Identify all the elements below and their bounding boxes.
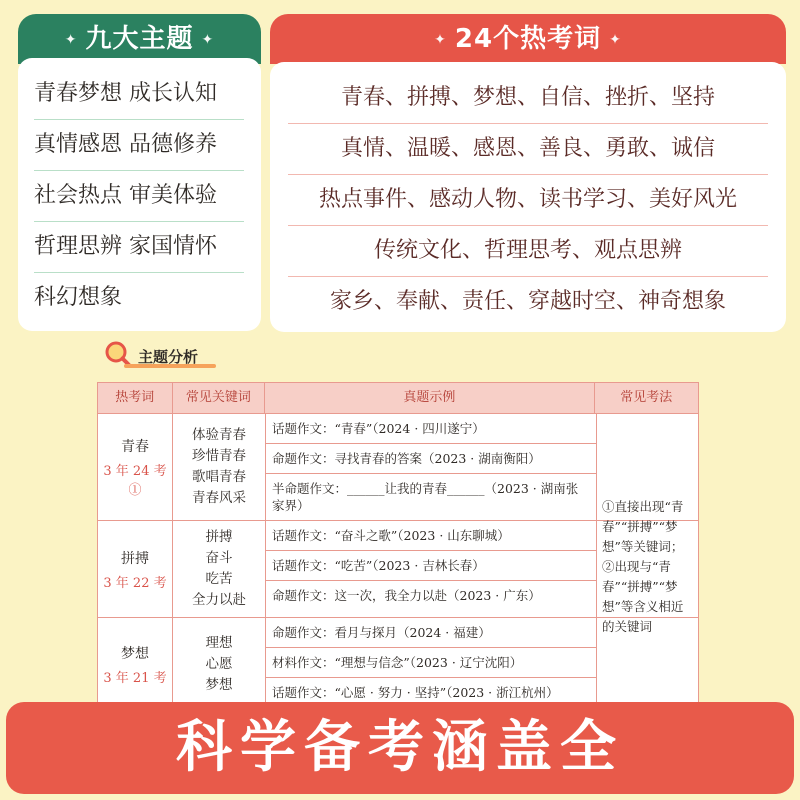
example: 话题作文：“心愿 · 努力 · 坚持”（2023 · 浙江杭州）: [272, 685, 559, 700]
examples-cell: [266, 521, 597, 617]
sparkle-icon: ✦: [64, 31, 78, 48]
example: 话题作文：“奋斗之歌”（2023 · 山东聊城）: [266, 521, 596, 551]
keyword: 理想: [205, 634, 233, 651]
keyword: 拼搏: [205, 529, 233, 545]
example: 命题作文：寻找青春的答案（2023 · 湖南衡阳）: [266, 444, 596, 474]
table-header: [98, 383, 698, 413]
exam-count: 3 年 21 考: [103, 670, 167, 686]
hot-words-title: 24个热考词: [454, 24, 602, 54]
hot-word-row: 热点事件、感动人物、读书学习、美好风光: [288, 174, 768, 226]
hot-word-row: 真情、温暖、感恩、善良、勇敢、诚信: [288, 123, 768, 175]
theme-row: 科幻想象: [34, 285, 123, 310]
theme-row: 真情感恩 品德修养: [34, 119, 244, 171]
themes-header: [18, 14, 261, 64]
hot-word-row: 传统文化、哲理思考、观点思辨: [288, 225, 768, 277]
exam-method-cell: ①直接出现“青春”“拼搏”“梦想”等关键词；②出现与“青春”“拼搏”“梦想”等含义相近的关键词: [602, 499, 684, 634]
exam-count: 3 年 24 考①: [103, 464, 167, 498]
hot-word-cell: [98, 521, 173, 617]
bottom-banner: 科学备考涵盖全: [6, 702, 794, 794]
example: 命题作文：这一次，我全力以赴（2023 · 广东）: [272, 588, 541, 603]
example: 话题作文：“青春”（2024 · 四川遂宁）: [266, 414, 596, 444]
theme-row: 哲理思辨 家国情怀: [34, 221, 244, 273]
keyword: 奋斗: [205, 550, 233, 566]
example: 半命题作文：______让我的青春______（2023 · 湖南张家界）: [272, 481, 579, 513]
theme-row: 青春梦想 成长认知: [34, 68, 244, 120]
table-body: [98, 413, 698, 710]
keywords-cell: [173, 618, 266, 710]
keywords-cell: [173, 414, 266, 520]
hot-word-row: 家乡、奉献、责任、穿越时空、神奇想象: [329, 289, 726, 314]
keyword: 梦想: [205, 676, 233, 693]
sparkle-icon: ✦: [609, 31, 622, 48]
header-cell: 常见关键词: [173, 383, 266, 413]
example: 话题作文：“吃苦”（2023 · 吉林长春）: [266, 551, 596, 581]
hot-word-row: 青春、拼搏、梦想、自信、挫折、坚持: [288, 72, 768, 124]
theme-row: 社会热点 审美体验: [34, 170, 244, 222]
sparkle-icon: ✦: [434, 31, 447, 48]
hot-word-cell: [98, 618, 173, 710]
header-cell: 真题示例: [265, 383, 594, 413]
keywords-cell: [173, 521, 266, 617]
keyword: 心愿: [205, 655, 233, 672]
keyword: 青春风采: [192, 490, 246, 506]
keyword: 体验青春: [192, 427, 246, 443]
keyword: 珍惜青春: [192, 448, 246, 464]
example: 材料作文：“理想与信念”（2023 · 辽宁沈阳）: [266, 648, 596, 678]
hot-word-cell: [98, 414, 173, 520]
hot-word: 拼搏: [121, 550, 149, 567]
keyword: 歌唱青春: [192, 469, 246, 485]
themes-title: 九大主题: [85, 24, 194, 54]
header-cell: 常见考法: [620, 390, 673, 405]
exam-count: 3 年 22 考: [103, 575, 167, 591]
header-cell: 热考词: [98, 383, 173, 413]
example: 命题作文：看月与探月（2024 · 福建）: [266, 618, 596, 648]
keyword: 全力以赴: [192, 592, 246, 608]
analysis-table: [97, 382, 699, 711]
examples-cell: [266, 414, 597, 520]
sparkle-icon: ✦: [201, 31, 215, 48]
hot-word: 青春: [121, 439, 149, 455]
examples-cell: [266, 618, 597, 710]
hot-word: 梦想: [121, 645, 149, 662]
keyword: 吃苦: [205, 571, 233, 587]
section-title: 主题分析: [138, 348, 199, 366]
hot-words-header: [270, 14, 786, 64]
